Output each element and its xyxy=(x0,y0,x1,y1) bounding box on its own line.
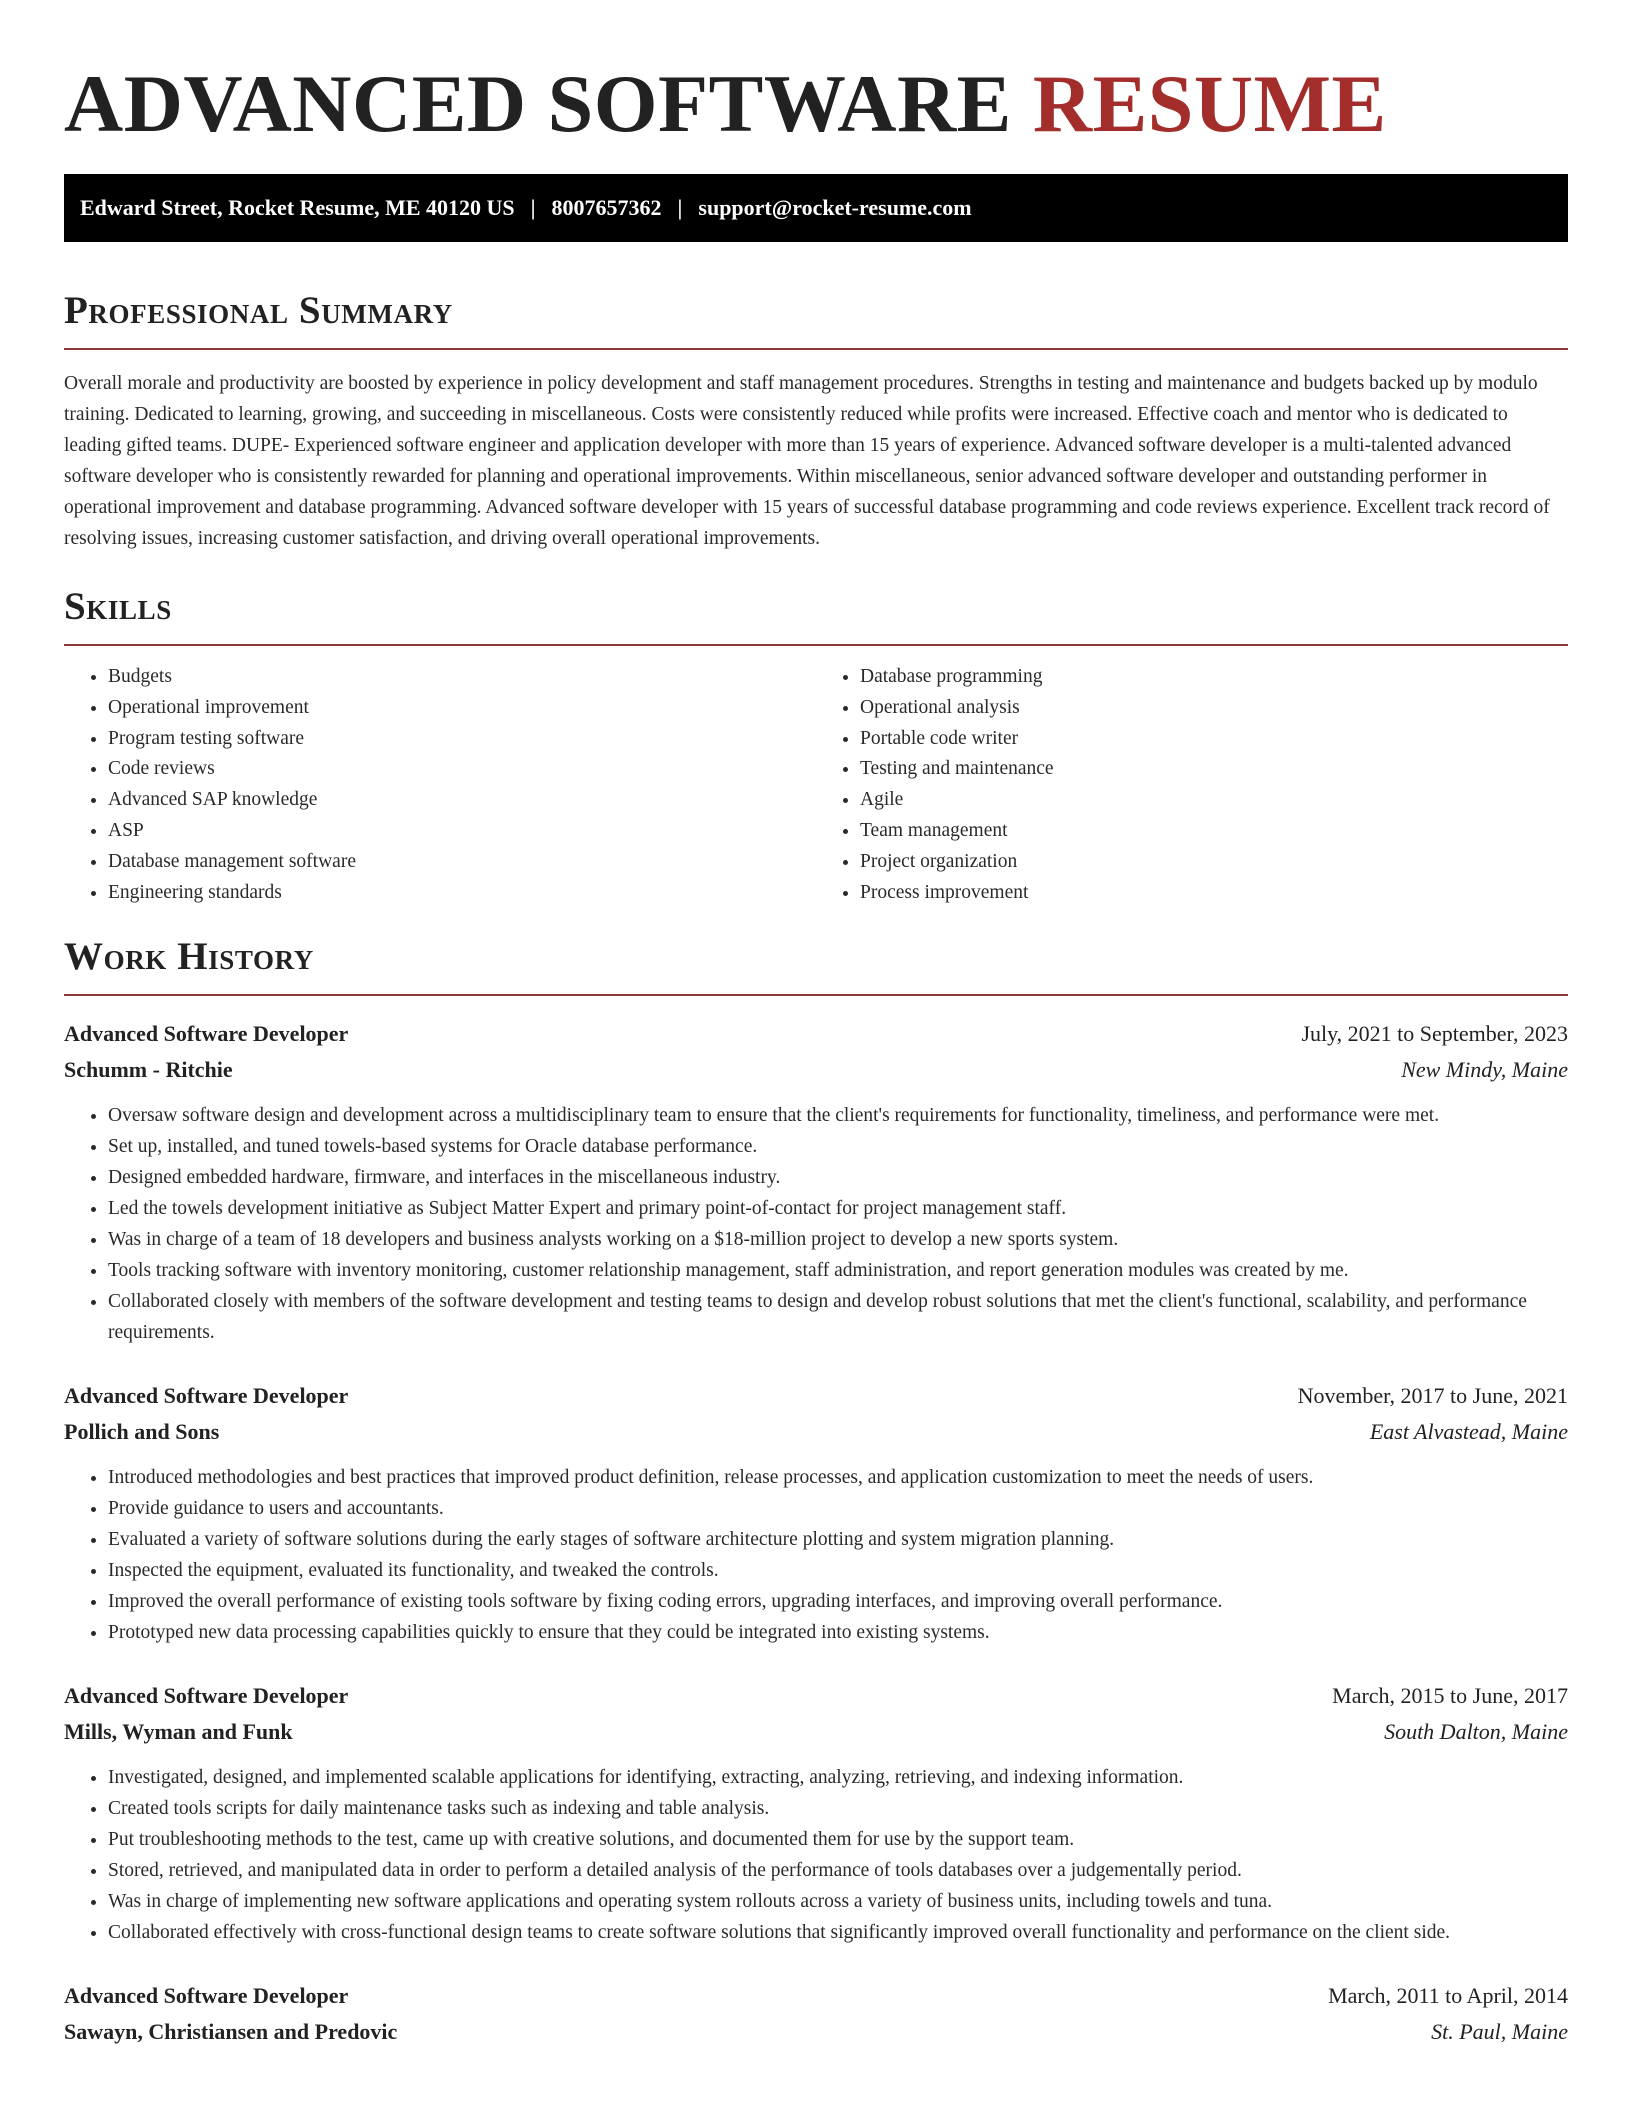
skill-item: • Program testing software xyxy=(108,724,816,755)
job-bullet: • Inspected the equipment, evaluated its functionality, and tweaked the controls. xyxy=(108,1555,1568,1586)
job-company-row xyxy=(64,2014,1568,2050)
job-bullet: • Created tools scripts for daily maintenance tasks such as indexing and table analysis. xyxy=(108,1793,1568,1824)
job-bullet: • Tools tracking software with inventory monitoring, customer relationship management, staff administration, and report generation modules was created by me. xyxy=(108,1255,1568,1286)
job-bullet: • Evaluated a variety of software solutions during the early stages of software architecture plotting and system migration planning. xyxy=(108,1524,1568,1555)
job-dates: March, 2015 to June, 2017 xyxy=(1332,1683,1568,1709)
skills-column-left xyxy=(64,662,816,908)
job-company: Sawayn, Christiansen and Predovic xyxy=(64,2019,398,2045)
skill-item: • Budgets xyxy=(108,662,816,693)
job-bullet: • Prototyped new data processing capabilities quickly to ensure that they could be integrated into existing systems. xyxy=(108,1617,1568,1648)
job-title: Advanced Software Developer xyxy=(64,1021,349,1047)
job-bullet: • Collaborated closely with members of the software development and testing teams to design and develop robust solutions that met the client's functional, scalability, and performance requirements. xyxy=(108,1286,1568,1348)
skill-item: • Process improvement xyxy=(860,878,1568,909)
job-bullet: • Provide guidance to users and accountants. xyxy=(108,1493,1568,1524)
work-history-heading: Work History xyxy=(64,935,314,979)
job-location: New Mindy, Maine xyxy=(1401,1057,1568,1083)
summary-text: Overall morale and productivity are boosted by experience in policy development and staff management procedures. Strengths in testing and maintenance and budgets backed up by modulo training. Dedicated to learning, growing, and succeeding in miscellaneous. Costs were consistently reduced while profits were increased. Effective coach and mentor who is dedicated to leading gifted teams. DUPE- Experienced software engineer and application developer with more than 15 years of experience. Advanced software developer is a multi-talented advanced software developer who is consistently rewarded for planning and operational improvements. Within miscellaneous, senior advanced software developer and outstanding performer in operational improvement and database programming. Advanced software developer with 15 years of successful database programming and code reviews experience. Excellent track record of resolving issues, increasing customer satisfaction, and driving overall operational improvements. xyxy=(64,373,1550,549)
job-location: St. Paul, Maine xyxy=(1431,2019,1568,2045)
job-bullets xyxy=(64,1100,1568,1348)
job-company: Schumm - Ritchie xyxy=(64,1057,233,1083)
job-company-row xyxy=(64,1052,1568,1088)
job-header-row xyxy=(64,1378,1568,1414)
job-bullet: • Was in charge of implementing new software applications and operating system rollouts across a variety of business units, including towels and tuna. xyxy=(108,1886,1568,1917)
summary-heading: Professional Summary xyxy=(64,289,453,332)
job-entry xyxy=(64,1016,1568,1348)
skill-item: • Code reviews xyxy=(108,754,816,785)
job-entry xyxy=(64,1678,1568,1948)
job-header-row xyxy=(64,1016,1568,1052)
section-divider xyxy=(64,348,1568,350)
job-entry xyxy=(64,1378,1568,1648)
contact-separator: | xyxy=(530,195,536,220)
skill-item: • Database management software xyxy=(108,847,816,878)
skill-item: • Agile xyxy=(860,785,1568,816)
job-location: East Alvastead, Maine xyxy=(1369,1419,1568,1445)
job-bullet: • Introduced methodologies and best practices that improved product definition, release processes, and application customization to meet the needs of users. xyxy=(108,1462,1568,1493)
job-company-row xyxy=(64,1414,1568,1450)
job-bullet: • Designed embedded hardware, firmware, and interfaces in the miscellaneous industry. xyxy=(108,1162,1568,1193)
section-divider xyxy=(64,644,1568,646)
contact-address: Edward Street, Rocket Resume, ME 40120 US xyxy=(80,195,515,220)
job-company: Pollich and Sons xyxy=(64,1419,220,1445)
job-bullet: • Set up, installed, and tuned towels-based systems for Oracle database performance. xyxy=(108,1131,1568,1162)
skills-column-right xyxy=(816,662,1568,908)
resume-title xyxy=(64,0,1568,150)
contact-email[interactable]: support@rocket-resume.com xyxy=(698,195,972,220)
job-bullet: • Oversaw software design and development across a multidisciplinary team to ensure that the client's requirements for functionality, timeliness, and performance were met. xyxy=(108,1100,1568,1131)
contact-separator: | xyxy=(677,195,683,220)
skill-item: • ASP xyxy=(108,816,816,847)
job-dates: March, 2011 to April, 2014 xyxy=(1328,1983,1568,2009)
job-bullet: • Put troubleshooting methods to the test, came up with creative solutions, and documented them for use by the support team. xyxy=(108,1824,1568,1855)
job-bullets xyxy=(64,1462,1568,1648)
skill-item: • Database programming xyxy=(860,662,1568,693)
skill-item: • Operational improvement xyxy=(108,693,816,724)
job-bullet: • Led the towels development initiative as Subject Matter Expert and primary point-of-contact for project management staff. xyxy=(108,1193,1568,1224)
skill-item: • Testing and maintenance xyxy=(860,754,1568,785)
title-accent: RESUME xyxy=(1032,58,1387,149)
job-header-row xyxy=(64,1978,1568,2014)
job-header-row xyxy=(64,1678,1568,1714)
job-bullet: • Stored, retrieved, and manipulated data in order to perform a detailed analysis of the performance of tools databases over a judgementally period. xyxy=(108,1855,1568,1886)
work-history-list xyxy=(64,1016,1568,2050)
job-bullet: • Was in charge of a team of 18 developers and business analysts working on a $18-million project to develop a new sports system. xyxy=(108,1224,1568,1255)
job-bullet: • Improved the overall performance of existing tools software by fixing coding errors, upgrading interfaces, and improving overall performance. xyxy=(108,1586,1568,1617)
job-company: Mills, Wyman and Funk xyxy=(64,1719,293,1745)
job-entry xyxy=(64,1978,1568,2050)
job-location: South Dalton, Maine xyxy=(1384,1719,1568,1745)
skill-item: • Team management xyxy=(860,816,1568,847)
job-dates: November, 2017 to June, 2021 xyxy=(1297,1383,1568,1409)
job-bullets xyxy=(64,1762,1568,1948)
skill-item: • Advanced SAP knowledge xyxy=(108,785,816,816)
contact-phone[interactable]: 8007657362 xyxy=(551,195,662,220)
skills-list xyxy=(64,662,1568,908)
section-divider xyxy=(64,994,1568,996)
skills-heading: Skills xyxy=(64,585,172,628)
contact-bar xyxy=(64,174,1568,242)
title-main: ADVANCED SOFTWARE xyxy=(64,58,1012,149)
job-company-row xyxy=(64,1714,1568,1750)
job-dates: July, 2021 to September, 2023 xyxy=(1301,1021,1568,1047)
skill-item: • Project organization xyxy=(860,847,1568,878)
job-title: Advanced Software Developer xyxy=(64,1683,349,1709)
skill-item: • Engineering standards xyxy=(108,878,816,909)
skill-item: • Portable code writer xyxy=(860,724,1568,755)
job-bullet: • Collaborated effectively with cross-functional design teams to create software solutions that significantly improved overall functionality and performance on the client side. xyxy=(108,1917,1568,1948)
job-bullet: • Investigated, designed, and implemented scalable applications for identifying, extracting, analyzing, retrieving, and indexing information. xyxy=(108,1762,1568,1793)
skill-item: • Operational analysis xyxy=(860,693,1568,724)
job-title: Advanced Software Developer xyxy=(64,1383,349,1409)
job-title: Advanced Software Developer xyxy=(64,1983,349,2009)
